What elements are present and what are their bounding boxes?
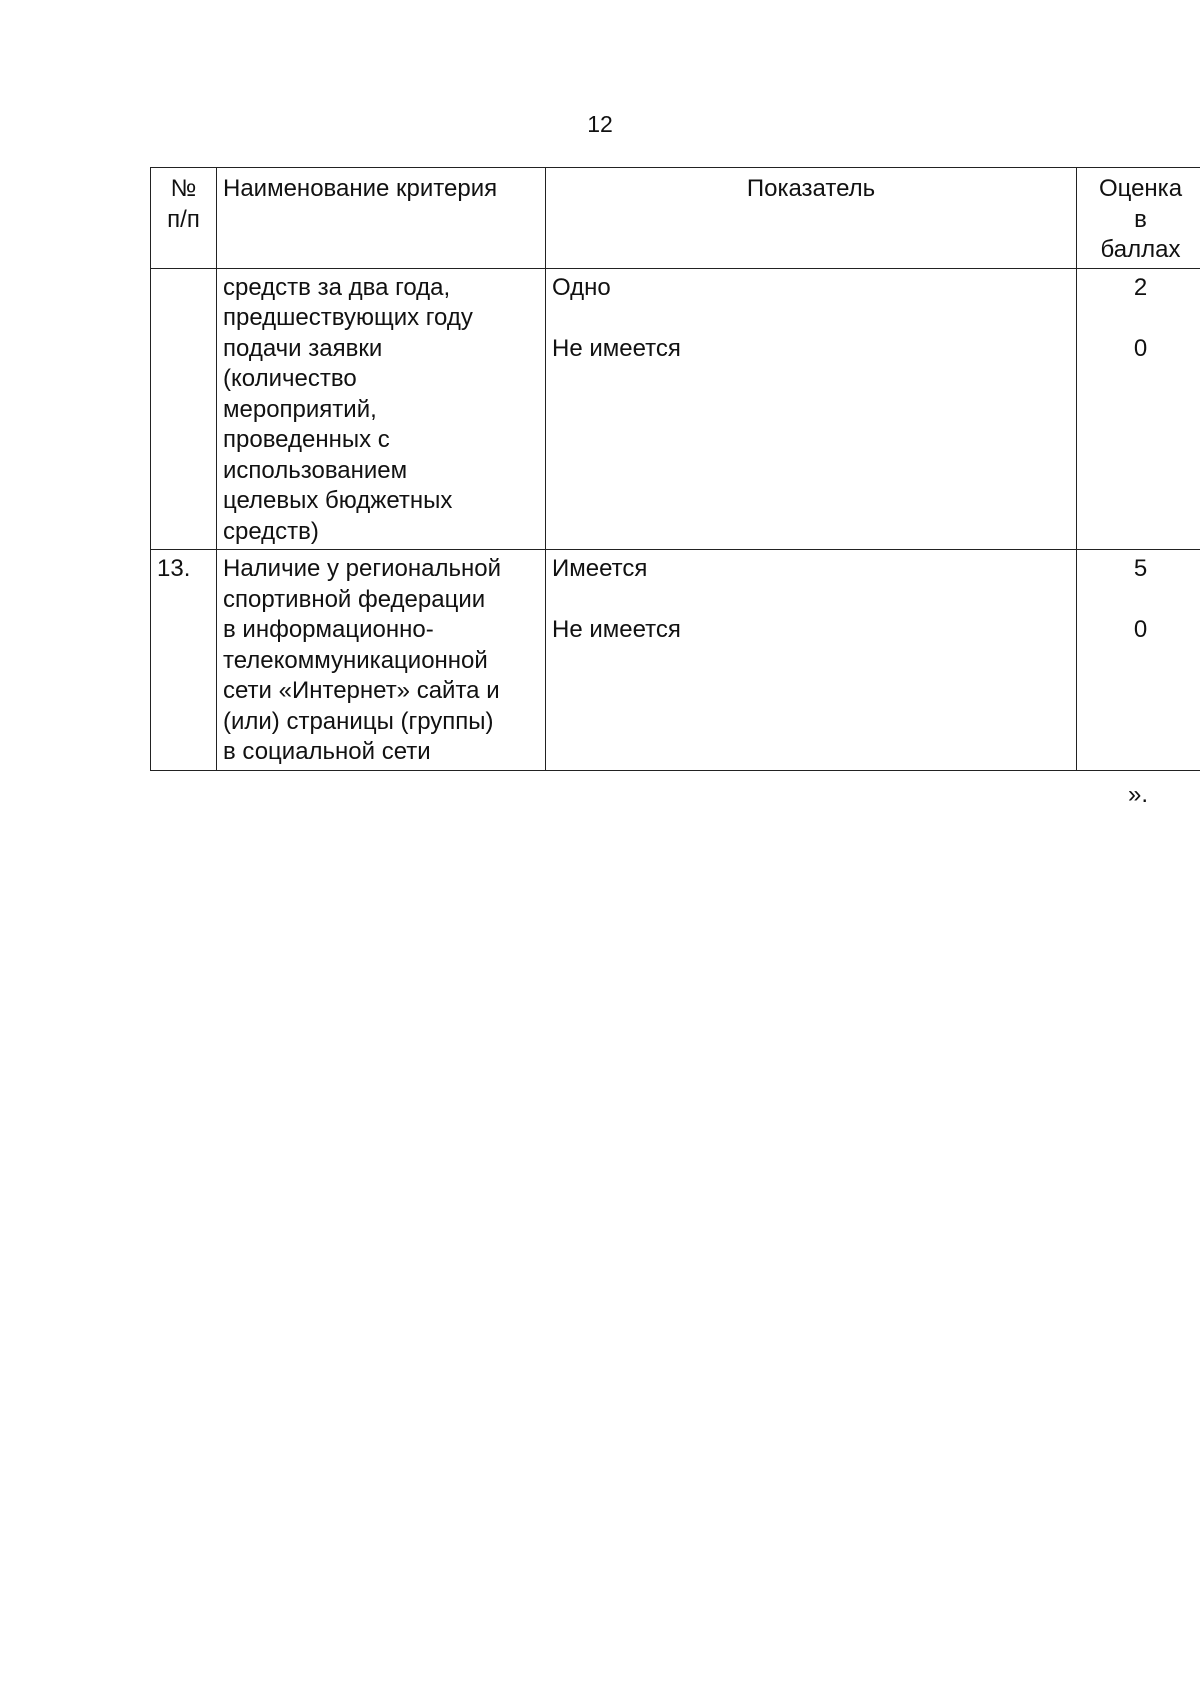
indicator-label: Не имеется [552,334,681,362]
criterion-line: Наличие у региональной [223,555,502,582]
criterion-line: в информационно- [223,616,434,643]
score-value: 2 [1133,273,1148,301]
criterion-line: телекоммуникационной [223,646,488,674]
criterion-line: средств) [223,517,319,545]
closing-quote-mark: ». [1128,781,1149,808]
criterion-line: использованием [223,456,408,484]
indicator-label: Имеется [552,555,648,582]
score-value: 0 [1133,334,1148,362]
spacer [1083,585,1198,616]
header-indicator: Показатель [546,168,1077,269]
spacer [1083,303,1198,334]
criterion-name [217,550,546,771]
criterion-line: сети «Интернет» сайта и [223,677,500,704]
criterion-line: проведенных с [223,426,390,453]
criterion-line: (количество [223,365,357,392]
header-score-line: в [1134,205,1147,233]
criterion-line: (или) страницы (группы) [223,707,494,735]
score-cell [1077,268,1200,550]
indicator-label: Одно [552,273,611,301]
criterion-line: подачи заявки [223,334,383,362]
criteria-table [150,167,1200,771]
spacer [552,585,1070,616]
header-num-line: п/п [167,205,200,233]
table-row [151,550,1200,771]
criterion-line: спортивной федерации [223,585,486,613]
criterion-line: средств за два года, [223,273,451,301]
score-value: 0 [1133,616,1148,643]
row-number: 13. [151,550,217,771]
criterion-line: мероприятий, [223,395,377,423]
header-criterion-name: Наименование критерия [217,168,546,269]
criterion-line: целевых бюджетных [223,487,453,514]
page-number: 12 [587,111,613,137]
criterion-line: в социальной сети [223,738,431,765]
header-score [1077,168,1200,269]
criterion-line: предшествующих году [223,304,473,331]
header-num-line: № [170,175,197,202]
table-row [151,268,1200,550]
spacer [552,303,1070,334]
header-num [151,168,217,269]
header-score-line: Оценка [1098,175,1183,202]
score-cell [1077,550,1200,771]
indicator-cell [546,268,1077,550]
indicator-cell [546,550,1077,771]
score-value: 5 [1133,555,1148,582]
criterion-name [217,268,546,550]
row-number [151,268,217,550]
table-header-row [151,168,1200,269]
indicator-label: Не имеется [552,616,681,643]
header-score-line: баллах [1100,236,1181,263]
